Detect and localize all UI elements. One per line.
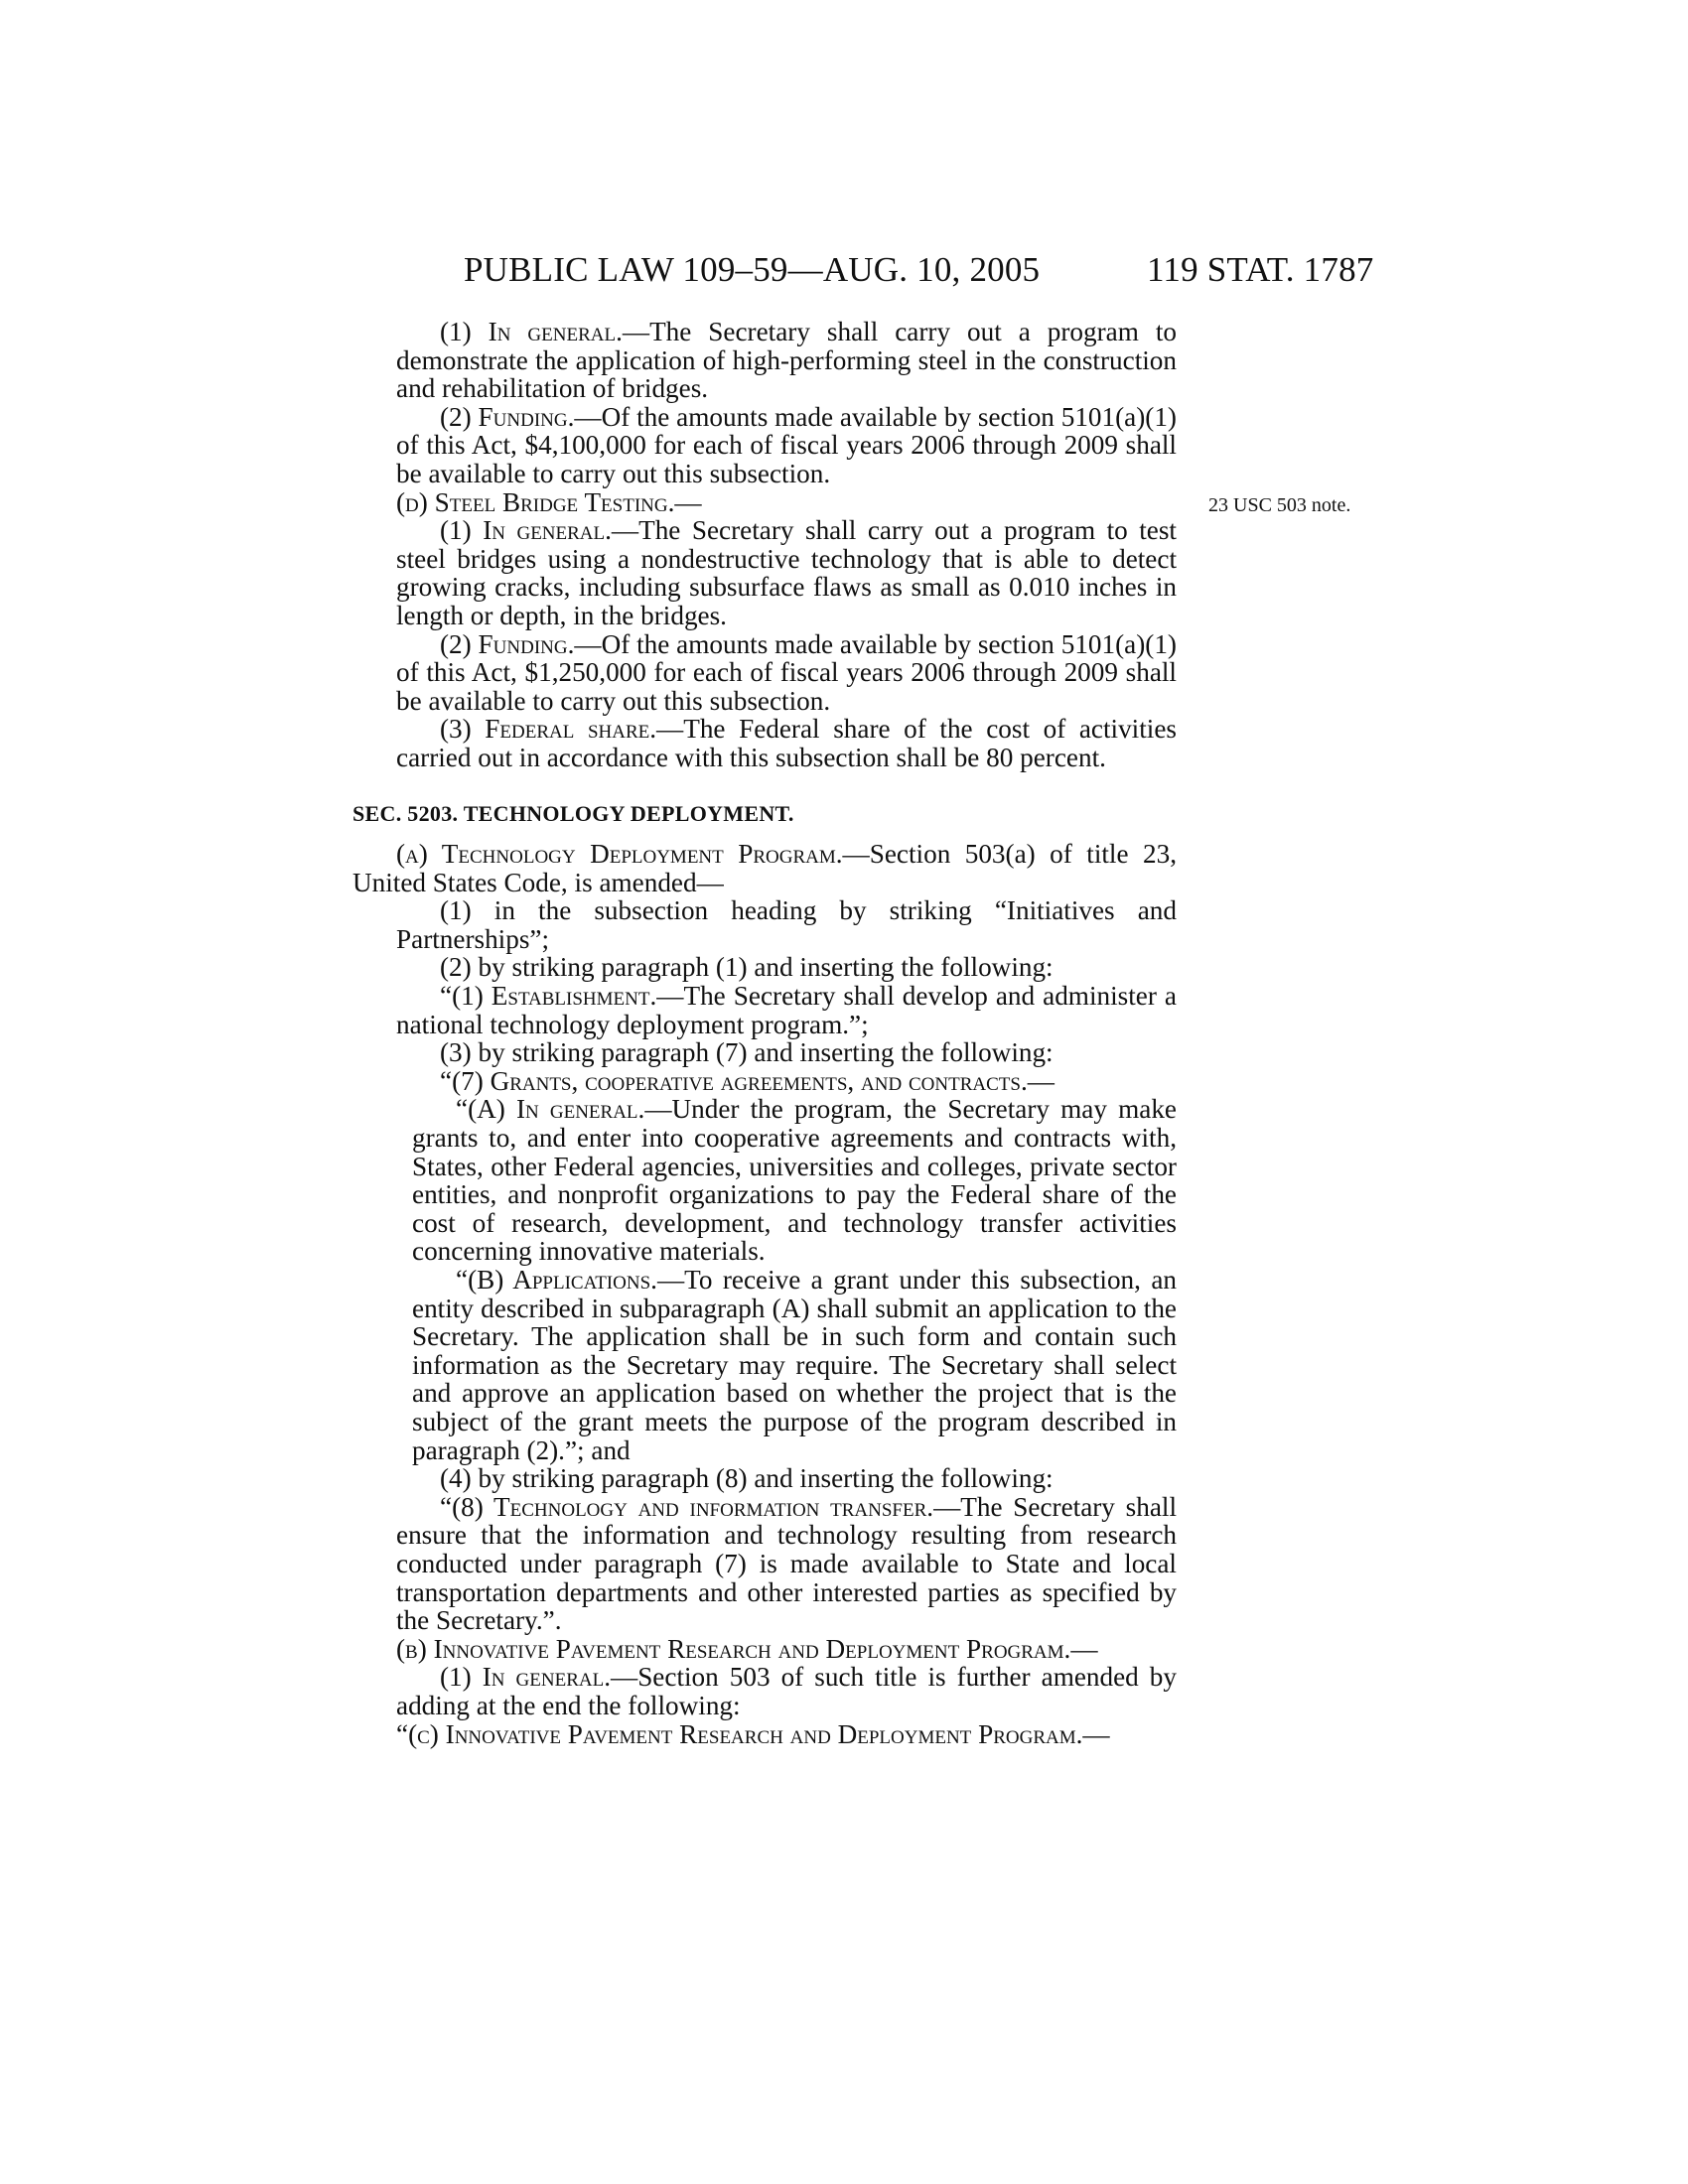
quoted-subparagraph-a: [352, 1095, 1177, 1266]
subsection-text: —: [1070, 1633, 1098, 1664]
paragraph-a2: (2) by striking paragraph (1) and inserting the following:: [440, 952, 1054, 983]
quoted-subparagraph-b: [352, 1266, 1177, 1464]
body-text: [352, 318, 1177, 1748]
paragraph-a4: (4) by striking paragraph (8) and inserting the following:: [440, 1463, 1054, 1494]
paragraph-heading: (1) In general.: [440, 515, 612, 546]
subsection-b: [352, 1635, 1177, 1664]
quoted-text: —The Secretary shall ensure that the information and technology resulting from research conducted under paragraph (7) is made available to State and local transportation departments and other interested parties as specified by the Secretary.”.: [396, 1491, 1177, 1636]
quoted-text: —To receive a grant under this subsection, an entity described in subparagraph (A) shall submit an application to the Secretary. The application shall be in such form and contain such information as the Secretary may require. The Secretary shall select and approve an application based on whether the project that is the subject of the grant meets the purpose of the program described in paragraph (2).”; and: [412, 1265, 1177, 1465]
paragraph-heading: (2) Funding.: [440, 628, 575, 659]
paragraph-a3: (3) by striking paragraph (7) and inserting the following:: [440, 1037, 1054, 1068]
running-header-law: PUBLIC LAW 109–59—AUG. 10, 2005: [464, 250, 1041, 289]
paragraph-heading: (3) Federal share.: [440, 714, 657, 745]
paragraph-heading: (1) In general.: [440, 317, 623, 346]
quoted-heading: “(8) Technology and information transfer.: [440, 1491, 934, 1522]
quoted-subsection-c: [352, 1720, 1177, 1749]
quoted-heading: “(B) Applications.: [456, 1265, 657, 1295]
paragraph-a1: (1) in the subsection heading by striking “Initiatives and Partnerships”;: [396, 895, 1177, 954]
quoted-text: —Under the program, the Secretary may make grants to, and enter into cooperative agreements and contracts with, States, other Federal agencies, universities and colleges, private sector entities, and nonprofit organizations to pay the Federal share of the cost of research, development, and technology transfer activities concerning innovative materials.: [412, 1094, 1177, 1267]
paragraph-heading: (2) Funding.: [440, 401, 575, 432]
quoted-paragraph-8: [352, 1493, 1177, 1635]
subsection-heading: (a) Technology Deployment Program.: [396, 839, 843, 870]
running-header-stat: 119 STAT. 1787: [1147, 250, 1374, 289]
paragraph-text: —Section 503 of such title is further amended by adding at the end the following:: [396, 1662, 1177, 1720]
paragraph-c1: [352, 318, 1177, 403]
paragraph-text: —The Secretary shall carry out a program to demonstrate the application of high-performing steel in the construction and rehabilitation of bridges.: [396, 317, 1177, 404]
paragraph-d2: [352, 630, 1177, 716]
paragraph-text: —The Federal share of the cost of activities carried out in accordance with this subsection shall be 80 percent.: [396, 714, 1177, 772]
quoted-heading: “(A) In general.: [456, 1094, 645, 1125]
margin-note: 23 USC 503 note.: [1208, 494, 1351, 516]
subsection-a: [352, 840, 1177, 896]
paragraph-d1: [352, 516, 1177, 629]
paragraph-b1: [352, 1663, 1177, 1719]
quoted-text: —The Secretary shall develop and administer a national technology deployment program.”;: [396, 981, 1177, 1039]
subsection-text: —Section 503(a) of title 23, United States Code, is amended—: [352, 839, 1177, 897]
quoted-paragraph-1: [352, 982, 1177, 1038]
quoted-heading: “(c) Innovative Pavement Research and Deployment Program.: [396, 1718, 1083, 1749]
paragraph-text: —The Secretary shall carry out a program to test steel bridges using a nondestructive technology that is able to detect growing cracks, including subsurface flaws as small as 0.010 inches in length or depth, in the bridges.: [396, 515, 1177, 630]
paragraph-text: —Of the amounts made available by section 5101(a)(1) of this Act, $4,100,000 for each of fiscal years 2006 through 2009 shall be available to carry out this subsection.: [396, 401, 1177, 488]
quoted-heading: “(7) Grants, cooperative agreements, and contracts.: [440, 1065, 1028, 1096]
subsection-heading: (d) Steel Bridge Testing.: [396, 486, 675, 517]
paragraph-d3: [352, 715, 1177, 771]
quoted-text: —: [1082, 1718, 1110, 1749]
quoted-heading: “(1) Establishment.: [440, 981, 657, 1012]
paragraph-c2: [352, 403, 1177, 488]
subsection-heading: (b) Innovative Pavement Research and Deployment Program.: [396, 1633, 1071, 1664]
quoted-text: —: [1027, 1065, 1055, 1096]
paragraph-text: —Of the amounts made available by section 5101(a)(1) of this Act, $1,250,000 for each of fiscal years 2006 through 2009 shall be available to carry out this subsection.: [396, 628, 1177, 716]
quoted-paragraph-7: [352, 1067, 1177, 1096]
section-heading: SEC. 5203. TECHNOLOGY DEPLOYMENT.: [352, 800, 794, 826]
paragraph-heading: (1) In general.: [440, 1662, 611, 1693]
subsection-text: —: [674, 486, 702, 517]
subsection-d: [352, 488, 1177, 517]
